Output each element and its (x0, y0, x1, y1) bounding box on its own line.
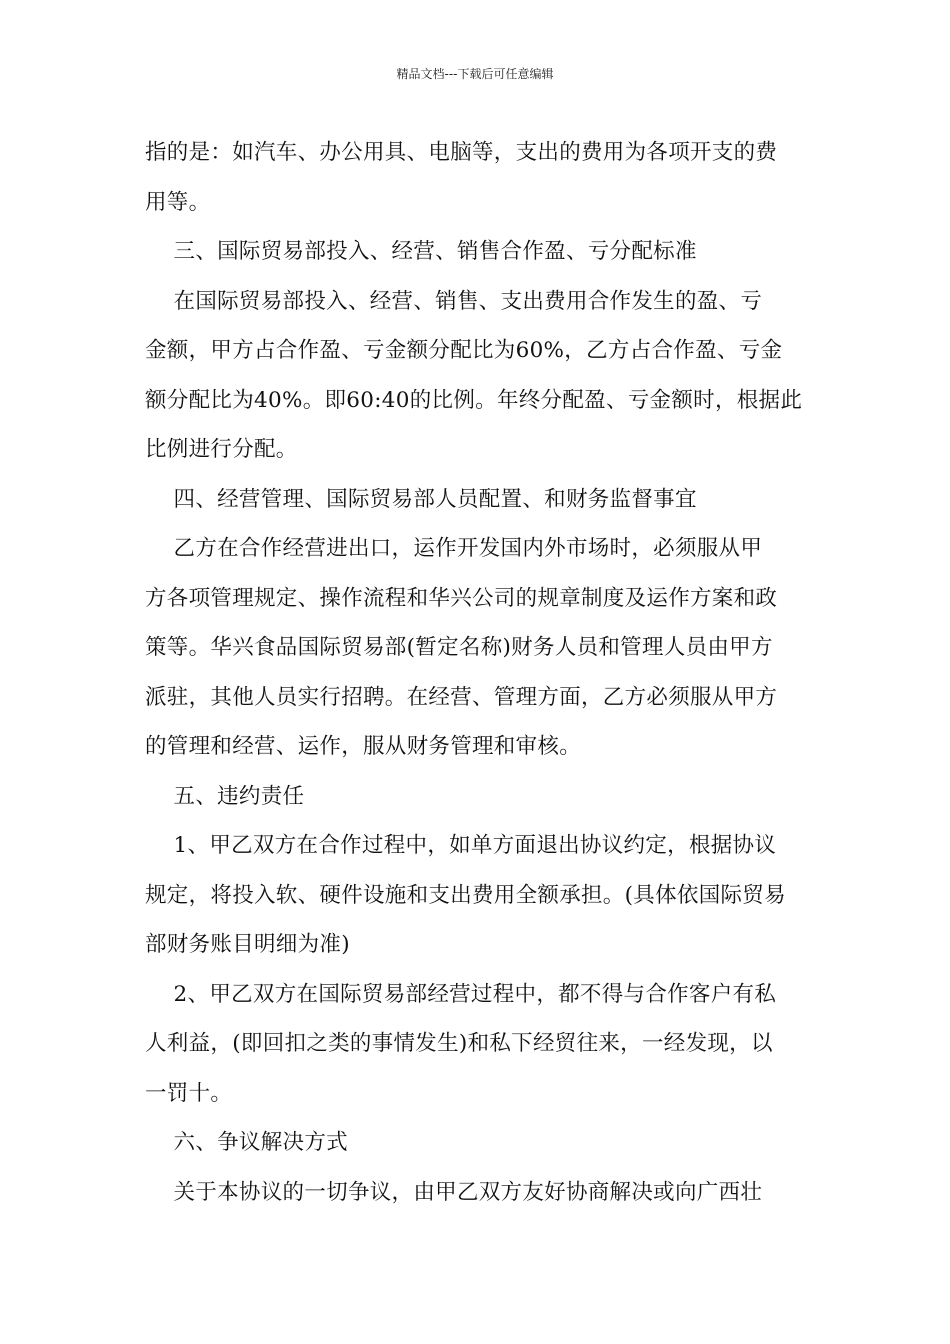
text-line: 额分配比为40%。即60:40的比例。年终分配盈、亏金额时，根据此 (145, 387, 803, 413)
section-heading: 六、争议解决方式 (145, 1130, 348, 1155)
text-line: 用等。 (145, 189, 211, 215)
text-line: 一罚十。 (145, 1080, 233, 1106)
text-line: 人利益，(即回扣之类的事情发生)和私下经贸往来，一经发现，以 (145, 1031, 773, 1056)
text-line: 在国际贸易部投入、经营、销售、支出费用合作发生的盈、亏 (145, 288, 763, 314)
text-line: 比例进行分配。 (145, 437, 298, 462)
text-line: 派驻，其他人员实行招聘。在经营、管理方面，乙方必须服从甲方 (145, 684, 778, 710)
page-header: 精品文档---下载后可任意编辑 (396, 67, 554, 81)
text-line: 部财务账目明细为准) (145, 932, 350, 957)
text-line: 1、甲乙双方在合作过程中，如单方面退出协议约定，根据协议 (145, 833, 777, 858)
section-heading: 四、经营管理、国际贸易部人员配置、和财务监督事宜 (145, 486, 697, 512)
text-line: 规定，将投入软、硬件设施和支出费用全额承担。(具体依国际贸易 (145, 882, 786, 908)
section-heading: 五、违约责任 (145, 783, 305, 809)
text-line: 金额，甲方占合作盈、亏金额分配比为60%，乙方占合作盈、亏金 (145, 338, 783, 363)
section-heading: 三、国际贸易部投入、经营、销售合作盈、亏分配标准 (145, 239, 697, 264)
document-body (145, 128, 815, 1217)
text-line: 策等。华兴食品国际贸易部(暂定名称)财务人员和管理人员由甲方 (145, 635, 773, 660)
text-line: 2、甲乙双方在国际贸易部经营过程中，都不得与合作客户有私 (145, 981, 777, 1007)
text-line: 关于本协议的一切争议，由甲乙双方友好协商解决或向广西壮 (145, 1179, 763, 1205)
text-line: 乙方在合作经营进出口，运作开发国内外市场时，必须服从甲 (145, 536, 763, 561)
text-line: 指的是：如汽车、办公用具、电脑等，支出的费用为各项开支的费 (145, 140, 778, 165)
text-line: 方各项管理规定、操作流程和华兴公司的规章制度及运作方案和政 (145, 585, 778, 611)
text-line: 的管理和经营、运作，服从财务管理和审核。 (145, 734, 582, 759)
